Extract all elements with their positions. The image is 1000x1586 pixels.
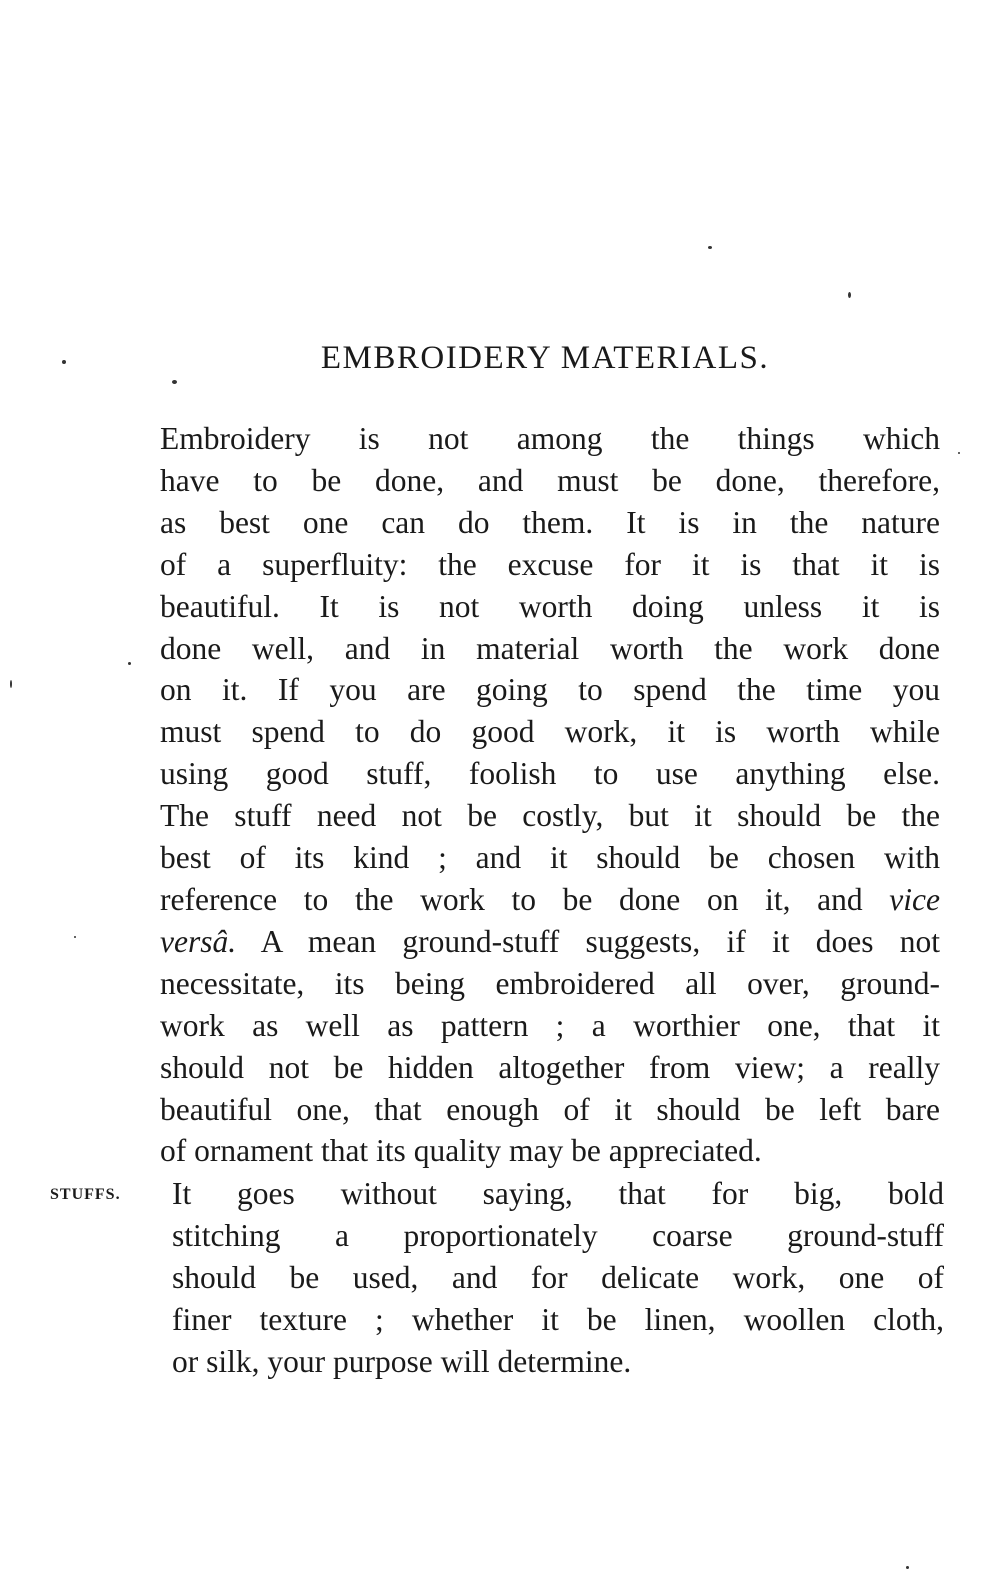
print-speck: [62, 360, 66, 364]
text-line: using good stuff, foolish to use anything else.: [160, 756, 940, 792]
text-line: [160, 879, 940, 921]
paragraph-embroidery-intro: [160, 418, 940, 1172]
text-line: as best one can do them. It is in the nature: [160, 504, 940, 540]
text-line: The stuff need not be costly, but it should be the: [160, 798, 940, 834]
print-speck: [906, 1566, 909, 1569]
text-line: [160, 921, 940, 963]
text-line: have to be done, and must be done, therefore,: [160, 462, 940, 498]
text-line: beautiful. It is not worth doing unless it is: [160, 588, 940, 624]
text-line: finer texture ; whether it be linen, woollen cloth,: [172, 1301, 944, 1337]
text-segment: reference to the work to be done on it, and: [160, 881, 890, 917]
italic-phrase: versâ.: [160, 923, 237, 959]
print-speck: [172, 380, 177, 384]
text-line: stitching a proportionately coarse ground-stuff: [172, 1217, 944, 1253]
paragraph-stuffs: [172, 1173, 944, 1383]
text-line: should not be hidden altogether from view; a really: [160, 1049, 940, 1085]
text-line: work as well as pattern ; a worthier one, that it: [160, 1007, 940, 1043]
chapter-heading: EMBROIDERY MATERIALS.: [320, 340, 770, 376]
print-speck: [848, 292, 851, 298]
text-line: necessitate, its being embroidered all over, ground-: [160, 965, 940, 1001]
text-line: Embroidery is not among the things which: [160, 421, 940, 456]
text-line: done well, and in material worth the work done: [160, 630, 940, 666]
margin-sidenote: STUFFS.: [50, 1186, 121, 1203]
text-segment: A mean ground-stuff suggests, if it does not: [236, 923, 940, 959]
text-line: should be used, and for delicate work, one of: [172, 1259, 944, 1295]
text-line: or silk, your purpose will determine.: [172, 1343, 632, 1379]
print-speck: [958, 452, 960, 454]
print-speck: [74, 936, 76, 938]
print-speck: [10, 680, 12, 688]
italic-phrase: vice: [889, 881, 940, 917]
text-line: on it. If you are going to spend the time you: [160, 672, 940, 708]
text-line: It goes without saying, that for big, bold: [172, 1176, 944, 1211]
text-line: must spend to do good work, it is worth while: [160, 714, 940, 750]
print-speck: [708, 246, 712, 249]
text-line: best of its kind ; and it should be chosen with: [160, 840, 940, 876]
text-line: of ornament that its quality may be appreciated.: [160, 1133, 762, 1169]
print-speck: [128, 662, 131, 665]
text-line: of a superfluity: the excuse for it is that it is: [160, 546, 940, 582]
text-line: beautiful one, that enough of it should be left bare: [160, 1091, 940, 1127]
